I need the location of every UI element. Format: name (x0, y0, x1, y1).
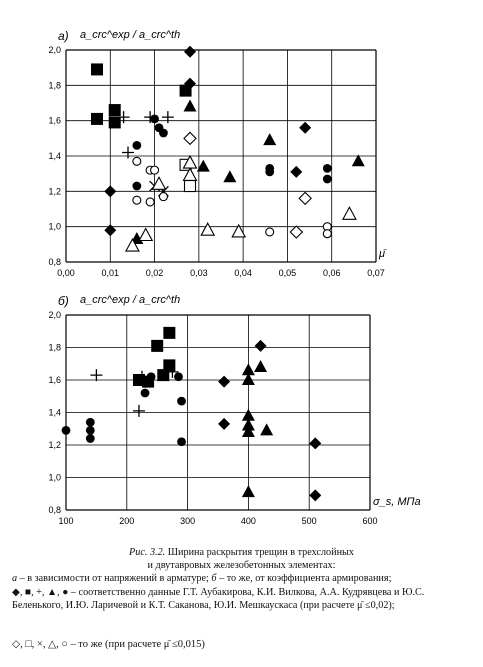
marker-circle-open (151, 166, 159, 174)
marker-diamond-filled (299, 122, 311, 134)
y-tick-label: 1,8 (48, 80, 61, 91)
x-tick-label: 0,00 (57, 268, 75, 278)
marker-plus (122, 146, 134, 158)
marker-square-filled (91, 113, 103, 125)
y-tick-label: 1,6 (48, 115, 61, 126)
y-tick-label: 1,2 (48, 440, 61, 450)
marker-circle-filled (147, 372, 156, 381)
marker-circle-open (133, 196, 141, 204)
marker-circle-filled (86, 434, 95, 443)
marker-diamond-filled (104, 224, 116, 236)
x-tick-label: 300 (180, 516, 196, 526)
marker-circle-open (146, 198, 154, 206)
marker-circle-filled (150, 115, 159, 124)
y-tick-label: 2,0 (48, 45, 61, 55)
x-tick-label: 0,06 (322, 268, 341, 278)
panel-label: а) (58, 29, 69, 43)
desc-a-label: а (12, 573, 18, 584)
marker-circle-filled (86, 426, 95, 435)
x-tick-label: 0,07 (367, 268, 385, 278)
marker-circle-open (266, 228, 274, 236)
marker-diamond-filled (218, 418, 230, 430)
marker-circle-filled (265, 168, 274, 177)
marker-circle-filled (132, 141, 141, 150)
marker-diamond-open (184, 132, 196, 144)
y-tick-label: 1,4 (48, 151, 61, 161)
marker-triangle-filled (263, 133, 276, 145)
marker-circle-filled (177, 397, 186, 406)
marker-diamond-filled (309, 489, 321, 501)
marker-square-filled (109, 116, 121, 128)
x-tick-label: 0,05 (278, 268, 297, 278)
x-tick-label: 500 (301, 516, 317, 526)
marker-triangle-filled (242, 425, 255, 437)
marker-circle-filled (62, 426, 71, 435)
desc-b-label: б (211, 573, 217, 584)
x-tick-label: 200 (119, 516, 135, 526)
figure-caption-title (0, 546, 483, 572)
marker-diamond-filled (104, 185, 116, 197)
filled-markers-legend: ◆, ■, +, ▲, ● (12, 586, 69, 598)
marker-circle-filled (174, 372, 183, 381)
figure-title-line1: Ширина раскрытия трещин в трехслойных (165, 547, 354, 558)
marker-diamond-open (299, 192, 311, 204)
figure-title-line2: и двутавровых железобетонных элементах: (147, 560, 336, 572)
marker-triangle-open (201, 223, 214, 235)
marker-diamond-open (290, 226, 302, 238)
marker-circle-open (159, 193, 167, 201)
marker-triangle-filled (254, 360, 267, 372)
y-tick-label: 1,8 (48, 342, 61, 353)
marker-circle-open (323, 230, 331, 238)
marker-plus (90, 369, 102, 381)
y-tick-label: 1,2 (48, 186, 61, 197)
marker-square-filled (91, 63, 103, 75)
desc-a-text: – в зависимости от напряжений в арматуре; (17, 573, 212, 584)
marker-triangle-filled (184, 100, 197, 112)
desc-b-text: – то же, от коэффициента армирования; (216, 573, 392, 584)
marker-diamond-filled (255, 340, 267, 352)
y-tick-label: 0,8 (48, 505, 61, 515)
x-tick-label: 0,04 (234, 268, 252, 278)
marker-square-filled (180, 85, 192, 97)
x-axis-label: σ_s, МПа (373, 496, 421, 508)
x-tick-label: 0,01 (101, 268, 120, 278)
marker-circle-filled (323, 164, 332, 173)
y-axis-label: a_crc^exp / a_crc^th (80, 29, 181, 41)
marker-square-filled (109, 104, 121, 116)
x-tick-label: 100 (58, 516, 74, 526)
panel-label: б) (58, 294, 69, 308)
y-tick-label: 1,0 (48, 472, 61, 483)
marker-circle-filled (141, 389, 150, 398)
open-markers-line (12, 638, 483, 651)
marker-circle-filled (132, 182, 141, 191)
marker-square-open (185, 181, 196, 192)
marker-diamond-filled (218, 376, 230, 388)
x-tick-label: 0,03 (190, 268, 208, 278)
open-markers-legend: ◇, □, ×, △, ○ (12, 639, 68, 650)
figure-label: Рис. 3.2. (129, 547, 166, 558)
marker-square-filled (157, 369, 169, 381)
marker-triangle-open (139, 229, 152, 241)
marker-triangle-filled (223, 170, 236, 182)
marker-triangle-open (343, 207, 356, 219)
marker-square-filled (151, 340, 163, 352)
marker-plus (162, 111, 174, 123)
x-axis-label: μ̄ (379, 248, 386, 260)
marker-circle-filled (141, 379, 150, 388)
marker-triangle-filled (260, 423, 273, 435)
marker-square-filled (163, 327, 175, 339)
x-tick-label: 600 (362, 516, 378, 526)
chart-panel-a (48, 29, 387, 278)
open-markers-description: – то же (при расчете μ̄ ≤0,015) (67, 639, 205, 650)
y-tick-label: 1,4 (48, 407, 61, 418)
filled-markers-description: – соответственно данные Г.Т. Аубакирова, К.И. Вилкова, А.А. Кудрявцева и Ю.С. Беленького, И.Ю. Ларичевой и К.Т. Саканова, Ю.И. Мешкаускаса (при расчете μ̄ ≤0,02); (12, 586, 425, 612)
x-tick-label: 400 (240, 516, 256, 526)
marker-circle-filled (323, 175, 332, 184)
y-tick-label: 0,8 (48, 257, 61, 267)
y-tick-label: 2,0 (48, 310, 61, 320)
marker-circle-filled (159, 129, 168, 138)
marker-diamond-filled (184, 46, 196, 58)
figure-caption-body (12, 572, 474, 613)
marker-diamond-filled (309, 437, 321, 449)
y-tick-label: 1,6 (48, 375, 61, 385)
marker-diamond-filled (290, 166, 302, 178)
marker-circle-filled (86, 418, 95, 427)
marker-circle-open (133, 157, 141, 165)
marker-triangle-filled (242, 485, 255, 497)
chart-panel-b (48, 294, 420, 526)
y-tick-label: 1,0 (48, 221, 61, 232)
x-tick-label: 0,02 (145, 268, 164, 278)
y-axis-label: a_crc^exp / a_crc^th (80, 294, 181, 306)
marker-plus (133, 405, 145, 417)
marker-circle-filled (177, 437, 186, 446)
